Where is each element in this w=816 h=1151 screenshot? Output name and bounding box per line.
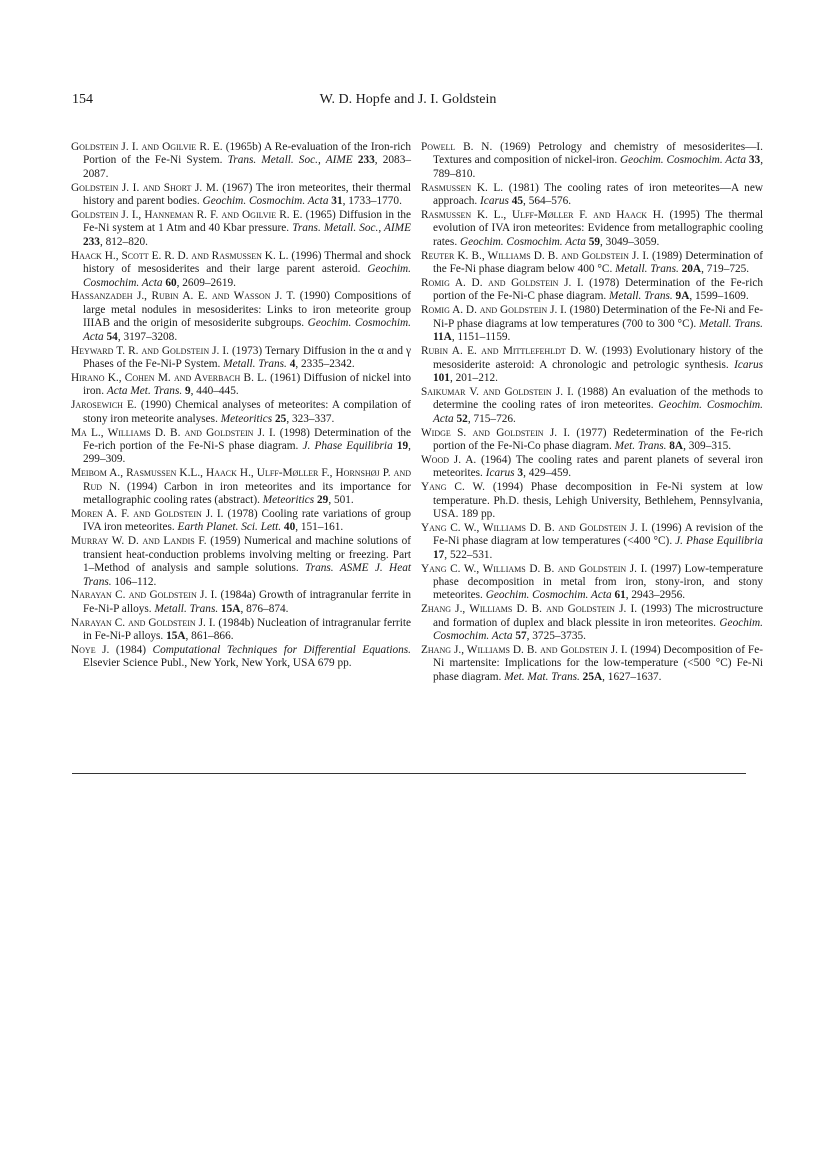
reference-text: (1996) Thermal and shock history of mesosiderites and their large parent asteroid. <box>83 249 411 276</box>
reference-journal: Trans. ASME J. Heat Trans. <box>83 562 411 588</box>
reference-pages: , 564–576. <box>523 195 572 208</box>
reference-authors: Widge S. and Goldstein J. I. <box>421 426 571 439</box>
reference-entry <box>421 182 763 209</box>
reference-authors: Meibom A., Rasmussen K.L., Haack H., Ulff-Møller F., Hornshøj P. and Rud N. <box>71 467 411 493</box>
reference-pages: , 440–445. <box>190 385 239 398</box>
reference-text: (1978) Cooling rate variations of group IVA iron meteorites. <box>83 507 412 534</box>
reference-text: (1973) Ternary Diffusion in the α and γ Phases of the Fe-Ni-P System. <box>83 344 411 370</box>
reference-volume: 3 <box>514 467 524 480</box>
reference-text: (1984a) Growth of intragranular ferrite in Fe-Ni-P alloys. <box>83 589 411 615</box>
reference-entry <box>421 603 763 643</box>
reference-text: (1996) A revision of the Fe-Ni phase diagram at low temperatures (<400 °C). <box>433 521 763 548</box>
reference-text: (1965) Diffusion in the Fe-Ni system at 1 Atm and 40 Kbar pressure. <box>83 209 411 235</box>
reference-entry <box>71 250 411 290</box>
reference-pages: , 1599–1609. <box>689 290 749 303</box>
reference-entry <box>71 644 411 671</box>
reference-volume: 15A <box>166 630 186 643</box>
reference-text: (1959) Numerical and machine solutions of transient heat-conduction problems involving melting or freezing. Part 1–Method of analysis and sample solutions. <box>83 535 412 575</box>
reference-volume: 19 <box>392 439 409 452</box>
reference-entry <box>421 345 763 385</box>
reference-journal: Geochim. Cosmochim. Acta <box>433 399 763 425</box>
reference-journal: Met. Mat. Trans. <box>504 670 580 683</box>
reference-journal: Earth Planet. Sci. Lett. <box>177 521 282 534</box>
reference-authors: Zhang J., Williams D. B. and Goldstein J. I. <box>421 603 638 616</box>
reference-journal: Trans. Metall. Soc., AIME <box>227 154 353 167</box>
reference-journal: J. Phase Equilibria <box>675 535 763 548</box>
reference-authors: Rasmussen K. L. <box>421 181 504 194</box>
reference-authors: Zhang J., Williams D. B. and Goldstein J. I. <box>421 644 628 657</box>
reference-journal: Computational Techniques for Differential Equations. <box>152 644 411 657</box>
reference-authors: Saikumar V. and Goldstein J. I. <box>421 385 574 398</box>
reference-entry <box>421 563 763 603</box>
reference-text: (1993) The microstructure and formation of duplex and black plessite in iron meteorites. <box>433 603 764 629</box>
reference-entry <box>421 644 763 684</box>
reference-entry <box>71 467 411 507</box>
reference-entry <box>71 399 411 426</box>
reference-text: (1984b) Nucleation of intragranular ferrite in Fe-Ni-P alloys. <box>83 616 411 643</box>
reference-volume: 20A <box>678 263 702 276</box>
reference-text: (1984) <box>109 644 153 657</box>
reference-authors: Ma L., Williams D. B. and Goldstein J. I. <box>71 426 276 439</box>
reference-volume: 25A <box>579 670 603 683</box>
reference-volume: 61 <box>611 589 626 602</box>
reference-authors: Hassanzadeh J., Rubin A. E. and Wasson J. T. <box>71 290 296 303</box>
reference-authors: Reuter K. B., Williams D. B. and Goldstein J. I. <box>421 249 649 262</box>
reference-pages: , 501. <box>328 494 354 507</box>
reference-pages: , 3725–3735. <box>526 630 586 643</box>
reference-pages: , 715–726. <box>467 412 516 425</box>
reference-text: (1964) The cooling rates and parent planets of several iron meteorites. <box>433 453 763 480</box>
reference-text: (1988) An evaluation of the methods to determine the cooling rates of iron meteorites. <box>433 385 763 412</box>
reference-text: (1994) Carbon in iron meteorites and its importance for metallographic cooling rates (abstract). <box>83 480 411 507</box>
references-right-column <box>421 141 763 685</box>
reference-entry <box>71 141 411 181</box>
reference-authors: Hirano K., Cohen M. and Averbach B. L. <box>71 371 267 384</box>
reference-authors: Wood J. A. <box>421 453 477 466</box>
reference-text: (1967) The iron meteorites, their thermal history and parent bodies. <box>83 181 411 208</box>
reference-text: (1978) Determination of the Fe-rich portion of the Fe-Ni-C phase diagram. <box>433 277 763 303</box>
reference-entry <box>421 522 763 562</box>
reference-pages: , 3049–3059. <box>600 235 660 248</box>
reference-volume: 33 <box>746 154 761 167</box>
reference-pages: , 1733–1770. <box>342 195 402 208</box>
reference-volume: 15A <box>218 602 241 615</box>
reference-pages: , 429–459. <box>523 467 572 480</box>
reference-authors: Goldstein J. I., Hanneman R. F. and Ogilvie R. E. <box>71 209 303 222</box>
reference-pages: , 2335–2342. <box>295 358 355 370</box>
reference-authors: Yang C. W., Williams D. B. and Goldstein J. I. <box>421 521 648 534</box>
reference-volume: 59 <box>585 235 601 248</box>
reference-entry <box>71 290 411 344</box>
reference-entry <box>421 250 763 277</box>
running-title: W. D. Hopfe and J. I. Goldstein <box>319 92 497 107</box>
reference-entry <box>71 589 411 616</box>
reference-pages: , 299–309. <box>83 439 411 466</box>
page-number: 154 <box>72 92 93 107</box>
reference-entry <box>71 535 411 589</box>
reference-volume: 25 <box>272 412 287 425</box>
reference-pages: , 1627–1637. <box>602 670 662 683</box>
reference-pages: , 861–866. <box>185 630 234 643</box>
reference-entry <box>421 304 763 344</box>
reference-pages: , 812–820. <box>99 235 148 248</box>
reference-authors: Romig A. D. and Goldstein J. I. <box>421 304 567 317</box>
reference-journal: Icarus <box>485 467 515 480</box>
reference-text: (1977) Redetermination of the Fe-rich portion of the Fe-Ni-Co phase diagram. <box>433 426 763 452</box>
reference-text: (1981) The cooling rates of iron meteorites—A new approach. <box>433 181 763 208</box>
reference-pages: , 3197–3208. <box>117 330 178 343</box>
reference-pages: , 151–161. <box>295 521 344 534</box>
reference-authors: Yang C. W. <box>421 481 485 494</box>
reference-entry <box>71 372 411 399</box>
reference-authors: Murray W. D. and Landis F. <box>71 535 207 548</box>
reference-text: (1990) Compositions of large metal nodules in mesosiderites: Links to iron meteorite group IIIAB and the origin of mesosiderite subgroups. <box>83 290 411 330</box>
reference-volume: 54 <box>103 330 118 343</box>
reference-journal: J. Phase Equilibria <box>302 439 393 452</box>
reference-volume: 29 <box>314 494 329 507</box>
reference-journal: Icarus <box>734 358 763 371</box>
reference-journal: Geochim. Cosmochim. Acta <box>433 616 763 643</box>
reference-journal: Geochim. Cosmochim. Acta <box>83 263 411 289</box>
reference-journal: Metall. Trans. <box>699 317 764 330</box>
reference-authors: Yang C. W., Williams D. B. and Goldstein J. I. <box>421 562 648 575</box>
reference-journal: Geochim. Cosmochim. Acta <box>202 195 329 208</box>
reference-authors: Rubin A. E. and Mittlefehldt D. W. <box>421 345 598 358</box>
reference-entry <box>421 427 763 454</box>
reference-journal: Trans. Metall. Soc., AIME <box>292 222 411 235</box>
reference-entry <box>421 141 763 181</box>
reference-authors: Powell B. N. <box>421 141 493 153</box>
reference-journal: Meteoritics <box>220 412 273 425</box>
reference-volume: 40 <box>281 521 296 534</box>
reference-pages: , 2609–2619. <box>176 276 236 289</box>
reference-pages: , 2943–2956. <box>625 589 686 602</box>
reference-pages: , 1151–1159. <box>451 331 511 344</box>
reference-volume: 31 <box>328 195 343 208</box>
reference-text: (1995) The thermal evolution of IVA iron meteorites: Evidence from metallographic cooling rates. <box>433 209 763 248</box>
reference-pages: Elsevier Science Publ., New York, New York, USA 679 pp. <box>83 657 352 670</box>
reference-volume: 233 <box>83 235 100 248</box>
reference-volume: 52 <box>453 412 468 425</box>
reference-entry <box>71 508 411 535</box>
reference-text: (1980) Determination of the Fe-Ni and Fe-Ni-P phase diagrams at low temperatures (700 to 300 °C). <box>433 304 764 330</box>
reference-volume: 60 <box>162 276 177 289</box>
reference-journal: Metall. Trans. <box>154 602 219 615</box>
reference-volume: 233 <box>352 154 375 167</box>
reference-text: (1989) Determination of the Fe-Ni phase diagram below 400 °C. <box>433 249 763 276</box>
reference-authors: Jarosewich E. <box>71 399 137 412</box>
reference-text: (1994) Phase decomposition in Fe-Ni system at low temperature. Ph.D. thesis, Lehigh University, Bethlehem, Pennsylvania, USA. 189 pp. <box>433 481 763 520</box>
reference-journal: Metall. Trans. <box>223 358 287 370</box>
reference-entry <box>421 277 763 304</box>
reference-text: (1965b) A Re-evaluation of the Iron-rich Portion of the Fe-Ni System. <box>83 141 412 167</box>
reference-journal: Geochim. Cosmochim. Acta <box>83 317 411 343</box>
reference-entry <box>421 209 763 249</box>
reference-pages: , 309–315. <box>683 439 732 452</box>
reference-authors: Goldstein J. I. and Short J. M. <box>71 181 219 194</box>
reference-volume: 8A <box>666 439 684 452</box>
reference-journal: Icarus <box>480 195 509 208</box>
reference-entry <box>421 386 763 426</box>
reference-authors: Haack H., Scott E. R. D. and Rasmussen K. L. <box>71 249 289 262</box>
reference-text: (1997) Low-temperature phase decomposition in metal from iron, stony-iron, and stony meteorites. <box>433 562 764 602</box>
reference-text: (1961) Diffusion of nickel into iron. <box>83 371 411 398</box>
reference-authors: Romig A. D. and Goldstein J. I. <box>421 277 584 290</box>
reference-volume: 57 <box>512 630 527 643</box>
reference-pages: , 522–531. <box>444 548 493 561</box>
reference-text: (1998) Determination of the Fe-rich portion of the Fe-Ni-S phase diagram. <box>83 426 411 452</box>
reference-journal: Metall. Trans. <box>615 263 679 276</box>
reference-volume: 9A <box>672 290 690 303</box>
reference-pages: , 323–337. <box>286 412 335 425</box>
reference-entry <box>421 454 763 481</box>
reference-journal: Acta Met. Trans. <box>106 385 183 398</box>
reference-journal: Meteoritics <box>262 494 315 507</box>
reference-text: (1969) Petrology and chemistry of mesosiderites—I. Textures and composition of nickel-iron. <box>433 141 764 167</box>
reference-authors: Narayan C. and Goldstein J. I. <box>71 616 216 629</box>
reference-text: (1994) Decomposition of Fe-Ni martensite: Implications for the low-temperature (<500 °C) Fe-Ni phase diagram. <box>433 644 763 683</box>
reference-text: (1993) Evolutionary history of the mesosiderite asteroid: A chronologic and petrologic synthesis. <box>433 345 763 371</box>
reference-volume: 45 <box>508 195 524 208</box>
reference-authors: Goldstein J. I. and Ogilvie R. E. <box>71 141 223 153</box>
references-left-column <box>71 141 411 671</box>
reference-volume: 101 <box>433 371 450 384</box>
reference-volume: 4 <box>286 358 296 370</box>
reference-pages: , 201–212. <box>449 371 498 384</box>
reference-authors: Moren A. F. and Goldstein J. I. <box>71 507 224 520</box>
reference-entry <box>71 427 411 467</box>
reference-volume: 11A <box>433 331 452 344</box>
reference-journal: Met. Trans. <box>614 439 667 452</box>
reference-volume: 17 <box>433 548 445 561</box>
reference-pages: , 789–810. <box>433 154 764 180</box>
reference-pages: , 876–874. <box>240 602 289 615</box>
reference-journal: Geochim. Cosmochim. Acta <box>459 235 586 248</box>
reference-journal: Metall. Trans. <box>609 290 673 303</box>
page-header <box>72 92 744 112</box>
reference-entry <box>71 345 411 372</box>
reference-authors: Rasmussen K. L., Ulff-Møller F. and Haack H. <box>421 209 664 222</box>
reference-entry <box>71 209 411 249</box>
reference-entry <box>71 182 411 209</box>
footer-rule <box>72 773 746 774</box>
reference-entry <box>71 617 411 644</box>
reference-text: (1990) Chemical analyses of meteorites: A compilation of stony iron meteorite analyses. <box>83 399 411 425</box>
reference-volume: 9 <box>182 385 191 398</box>
reference-authors: Noye J. <box>71 644 110 657</box>
reference-authors: Narayan C. and Goldstein J. I. <box>71 589 218 602</box>
reference-journal: Geochim. Cosmochim. Acta <box>485 589 612 602</box>
reference-pages: 106–112. <box>111 575 157 588</box>
reference-journal: Geochim. Cosmochim. Acta <box>620 154 747 167</box>
reference-pages: , 2083–2087. <box>83 154 411 180</box>
reference-entry <box>421 481 763 521</box>
reference-authors: Heyward T. R. and Goldstein J. I. <box>71 344 229 357</box>
reference-pages: , 719–725. <box>701 263 750 276</box>
